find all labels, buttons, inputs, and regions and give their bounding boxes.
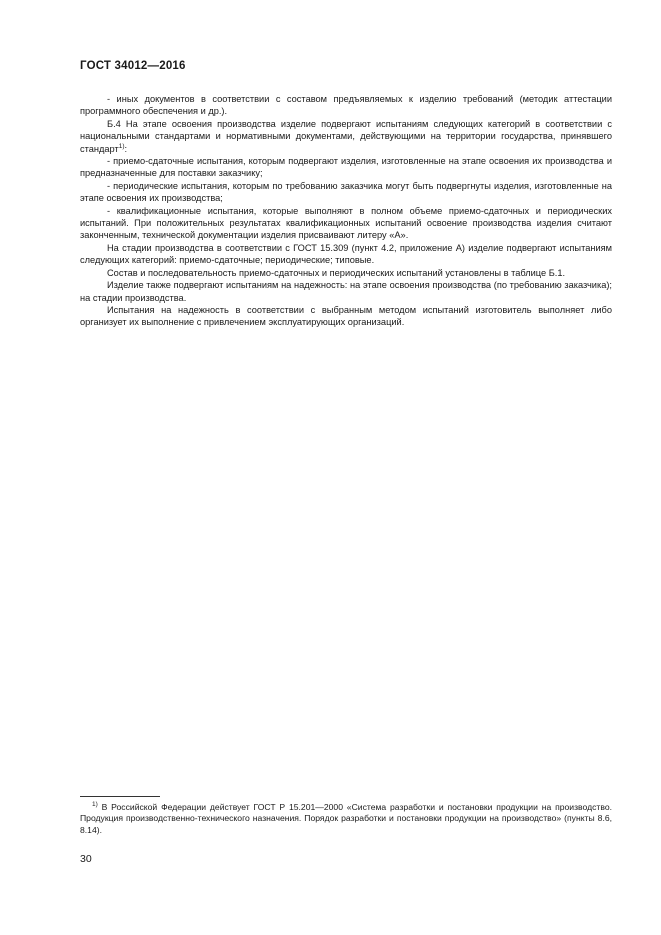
paragraph-reliability-organization: Испытания на надежность в соответствии с выбранным методом испытаний изготовитель выполняет либо организует их выполнение с привлечением эксплуатирующих организаций. xyxy=(80,304,612,328)
paragraph-b4-text: Б.4 На этапе освоения производства изделие подвергают испытаниям следующих категорий в соответствии с национальными стандартами и нормативными документами, действующими на территории государства, принявшего стандарт xyxy=(80,118,612,154)
footnote-paragraph xyxy=(80,802,612,836)
body-text xyxy=(80,93,612,329)
paragraph-reliability-tests: Изделие также подвергают испытаниям на надежность: на этапе освоения производства (по требованию заказчика); на стадии производства. xyxy=(80,280,612,303)
paragraph-periodic-tests: - периодические испытания, которым по требованию заказчика могут быть подвергнуты изделия, изготовленные на этапе освоения их производства; xyxy=(80,180,612,204)
paragraph-acceptance-tests: - приемо-сдаточные испытания, которым подвергают изделия, изготовленные на этапе освоения их производства и предназначенные для поставки заказчику; xyxy=(80,156,612,179)
footnote xyxy=(80,802,612,836)
paragraph-b4-tail: : xyxy=(124,143,128,154)
standard-header: ГОСТ 34012—2016 xyxy=(80,60,186,72)
footnote-marker: 1) xyxy=(92,801,98,808)
footnote-divider xyxy=(80,796,160,797)
paragraph-qualification-tests: - квалификационные испытания, которые выполняют в полном объеме приемо-сдаточных и периодических испытаний. При положительных результатах квалификационных испытаний освоение производства изделия считают законченным, технической документации изделия присваивают литеру «А». xyxy=(80,205,612,241)
paragraph-production-stage: На стадии производства в соответствии с ГОСТ 15.309 (пункт 4.2, приложение А) изделие подвергают испытаниям следующих категорий: приемо-сдаточные; периодические; типовые. xyxy=(80,242,612,266)
paragraph-b4 xyxy=(80,118,612,155)
page-number: 30 xyxy=(80,853,92,865)
paragraph-other-documents: - иных документов в соответствии с составом предъявляемых к изделию требований (методик аттестации программного обеспечения и др.). xyxy=(80,94,612,117)
footnote-reference[interactable]: 1) xyxy=(118,142,125,150)
footnote-text: В Российской Федерации действует ГОСТ Р 15.201—2000 «Система разработки и постановки продукции на производство. Продукция производственно-технического назначения. Порядок разработки и постановки продукции на производство» (пункты 8.6, 8.14). xyxy=(80,802,612,835)
paragraph-table-reference: Состав и последовательность приемо-сдаточных и периодических испытаний установлены в таблице Б.1. xyxy=(107,267,566,278)
